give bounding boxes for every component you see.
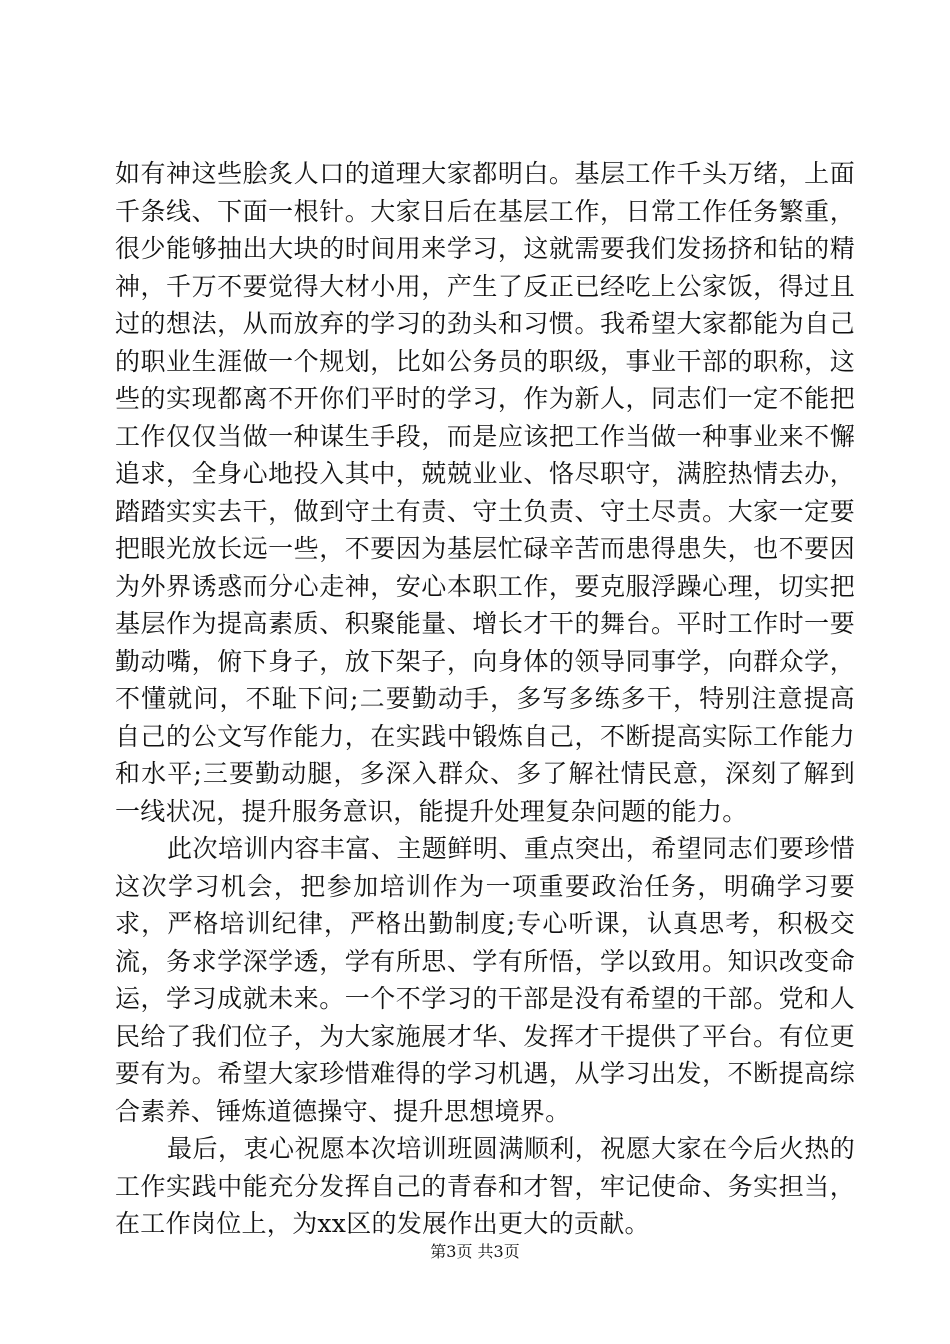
document-body [115,155,855,1243]
paragraph-1: 如有神这些脍炙人口的道理大家都明白。基层工作千头万绪，上面千条线、下面一根针。大家日后在基层工作，日常工作任务繁重，很少能够抽出大块的时间用来学习，这就需要我们发扬挤和钻的精神，千万不要觉得大材小用，产生了反正已经吃上公家饭，得过且过的想法，从而放弃的学习的劲头和习惯。我希望大家都能为自己的职业生涯做一个规划，比如公务员的职级，事业干部的职称，这些的实现都离不开你们平时的学习，作为新人，同志们一定不能把工作仅仅当做一种谋生手段，而是应该把工作当做一种事业来不懈追求，全身心地投入其中，兢兢业业、恪尽职守，满腔热情去办，踏踏实实去干，做到守土有责、守土负责、守土尽责。大家一定要把眼光放长远一些，不要因为基层忙碌辛苦而患得患失，也不要因为外界诱惑而分心走神，安心本职工作，要克服浮躁心理，切实把基层作为提高素质、积聚能量、增长才干的舞台。平时工作时一要勤动嘴，俯下身子，放下架子，向身体的领导同事学，向群众学，不懂就问，不耻下问;二要勤动手，多写多练多干，特别注意提高自己的公文写作能力，在实践中锻炼自己，不断提高实际工作能力和水平;三要勤动腿，多深入群众、多了解社情民意，深刻了解到一线状况，提升服务意识，能提升处理复杂问题的能力。 [115,159,856,826]
page-number-footer: 第3页 共3页 [430,1242,520,1261]
paragraph-2: 此次培训内容丰富、主题鲜明、重点突出，希望同志们要珍惜这次学习机会，把参加培训作为一项重要政治任务，明确学习要求，严格培训纪律，严格出勤制度;专心听课，认真思考，积极交流，务求学深学透，学有所思、学有所悟，学以致用。知识改变命运，学习成就未来。一个不学习的干部是没有希望的干部。党和人民给了我们位子，为大家施展才华、发挥才干提供了平台。有位更要有为。希望大家珍惜难得的学习机遇，从学习出发，不断提高综合素养、锤炼道德操守、提升思想境界。 [115,834,855,1126]
paragraph-3: 最后，衷心祝愿本次培训班圆满顺利，祝愿大家在今后火热的工作实践中能充分发挥自己的青春和才智，牢记使命、务实担当，在工作岗位上，为xx区的发展作出更大的贡献。 [115,1134,855,1238]
